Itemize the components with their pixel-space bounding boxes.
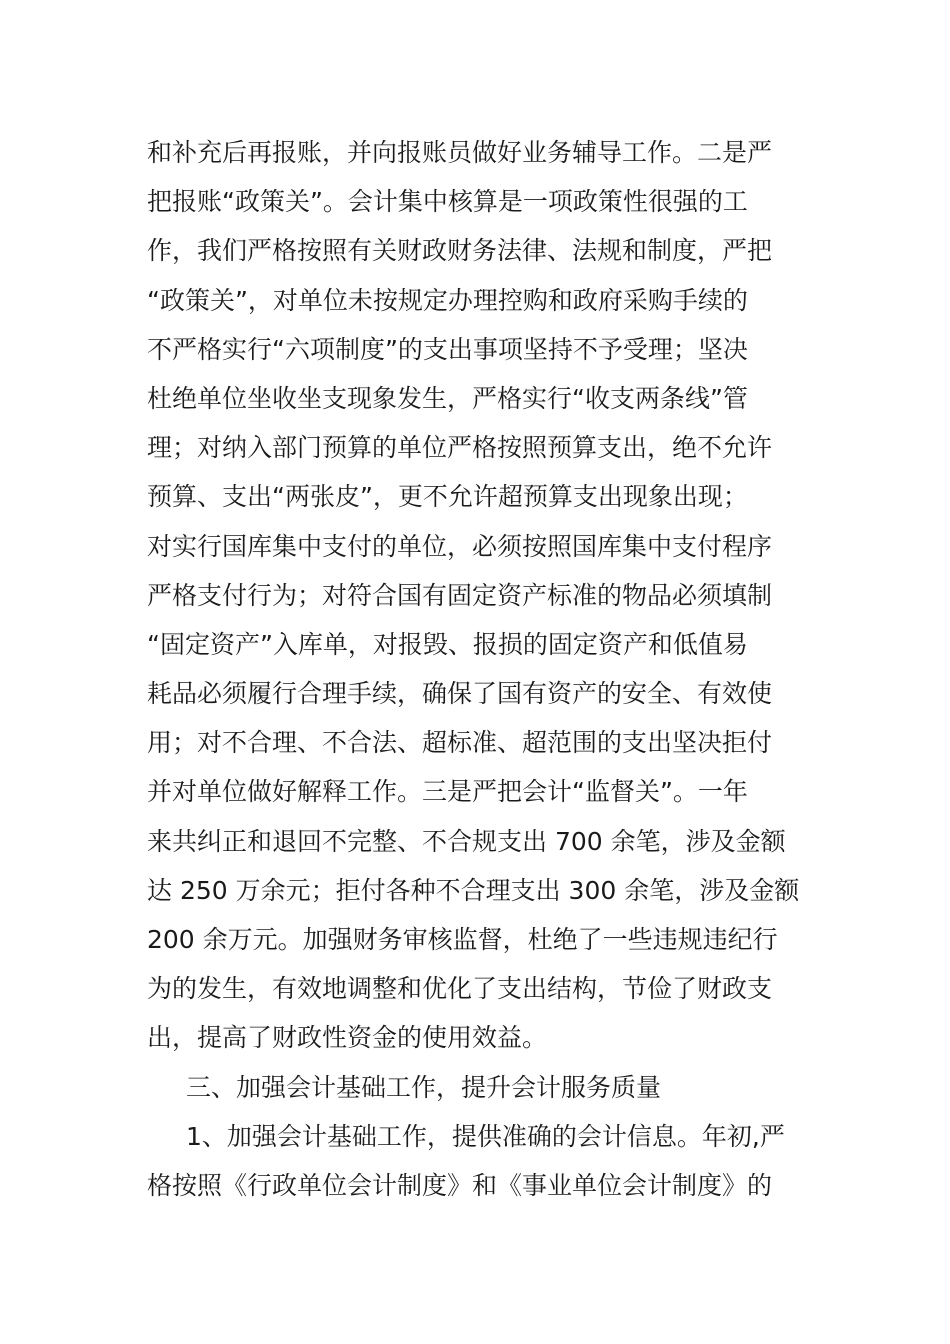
text-line: 作，我们严格按照有关财政财务法律、法规和制度，严把 — [147, 236, 773, 266]
text-line: 达 250 万余元；拒付各种不合理支出 300 余笔，涉及金额 — [147, 875, 800, 905]
text-line: 耗品必须履行合理手续，确保了国有资产的安全、有效使 — [147, 679, 773, 709]
text-line: 对实行国库集中支付的单位，必须按照国库集中支付程序 — [147, 531, 773, 561]
text-line: 用；对不合理、不合法、超标准、超范围的支出坚决拒付 — [147, 728, 773, 758]
text-line: 为的发生，有效地调整和优化了支出结构，节俭了财政支 — [147, 974, 773, 1004]
text-line: 200 余万元。加强财务审核监督，杜绝了一些违规违纪行 — [147, 925, 778, 954]
text-line: 杜绝单位坐收坐支现象发生，严格实行“收支两条线”管 — [147, 383, 748, 413]
section-heading: 三、加强会计基础工作，提升会计服务质量 — [186, 1072, 662, 1102]
paragraph-start-line: 1、加强会计基础工作，提供准确的会计信息。年初,严 — [186, 1121, 785, 1151]
text-line: 理；对纳入部门预算的单位严格按照预算支出，绝不允许 — [147, 433, 773, 463]
text-line: 严格支付行为；对符合国有固定资产标准的物品必须填制 — [147, 580, 773, 610]
text-line: “政策关”，对单位未按规定办理控购和政府采购手续的 — [147, 285, 748, 315]
text-line: 预算、支出“两张皮”，更不允许超预算支出现象出现； — [147, 482, 748, 512]
text-line: 来共纠正和退回不完整、不合规支出 700 余笔，涉及金额 — [147, 826, 786, 856]
text-line: 格按照《行政单位会计制度》和《事业单位会计制度》的 — [147, 1170, 773, 1200]
text-line: 不严格实行“六项制度”的支出事项坚持不予受理；坚决 — [147, 334, 748, 364]
text-line: 和补充后再报账，并向报账员做好业务辅导工作。二是严 — [147, 138, 773, 167]
text-line: 出，提高了财政性资金的使用效益。 — [147, 1023, 548, 1053]
text-line: 并对单位做好解释工作。三是严把会计“监督关”。一年 — [147, 777, 748, 807]
text-line: 把报账“政策关”。会计集中核算是一项政策性很强的工 — [147, 187, 748, 217]
text-line: “固定资产”入库单，对报毁、报损的固定资产和低值易 — [147, 629, 748, 659]
body-text — [147, 128, 817, 1210]
